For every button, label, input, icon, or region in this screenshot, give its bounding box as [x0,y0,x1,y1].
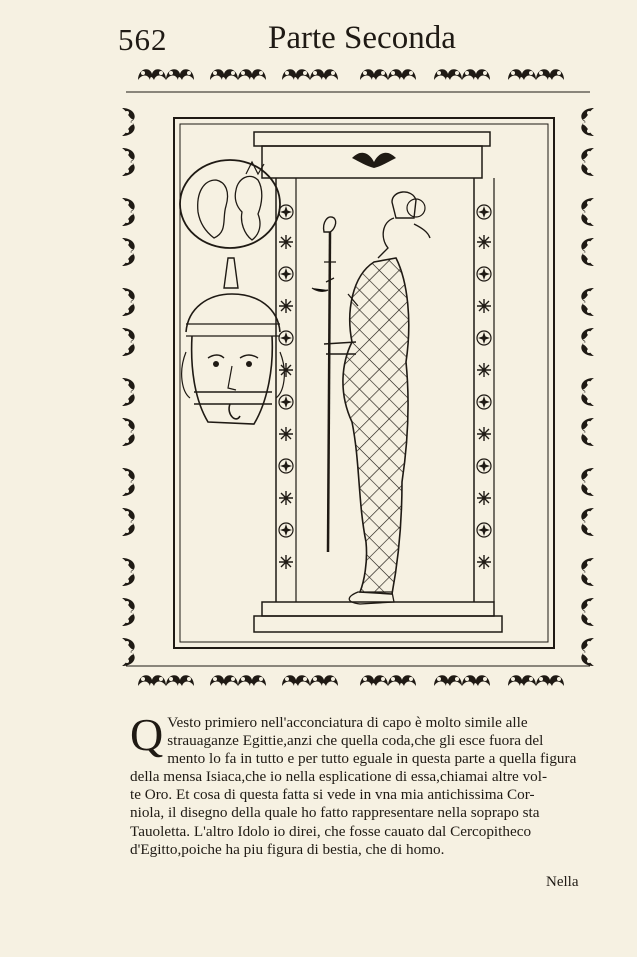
right-ornament-band [581,108,594,666]
medallion-two-heads [180,160,280,248]
text-line: della mensa Isiaca,che io nella esplicatione di essa,chiamai altre vol- [130,768,548,786]
text-line: te Oro. Et cosa di questa fatta si vede in vna mia antichissima Cor- [130,786,535,804]
text-line: strauaganze Egittie,anzi che quella coda,che gli esce fuora del [167,732,544,750]
left-ornament-band [122,108,135,666]
text-line: mento lo fa in tutto e per tutto eguale in questa parte a quella figura [167,750,577,768]
head-with-headdress [182,258,285,424]
top-ornament-band [126,69,590,92]
drop-cap: Q [130,709,164,760]
standing-idol-figure [312,192,430,604]
engraved-plate [112,62,604,702]
bottom-ornament-band [126,666,590,686]
page-number: 562 [118,22,168,57]
engraving-illustration [112,62,604,702]
winged-disk [352,153,396,168]
text-line: Vesto primiero nell'acconciatura di capo è molto simile alle [167,714,528,731]
body-text [130,709,610,859]
page-header [0,12,637,60]
text-line: Tauoletta. L'altro Idolo io direi, che fosse cauato dal Cercopitheco [130,822,532,840]
text-line: d'Egitto,poiche ha piu figura di bestia, che di homo. [130,840,445,858]
text-line: niola, il disegno della quale ho fatto rappresentare nella soprapo sta [130,804,540,822]
running-title: Parte Seconda [268,20,456,56]
catchword: Nella [546,874,579,890]
